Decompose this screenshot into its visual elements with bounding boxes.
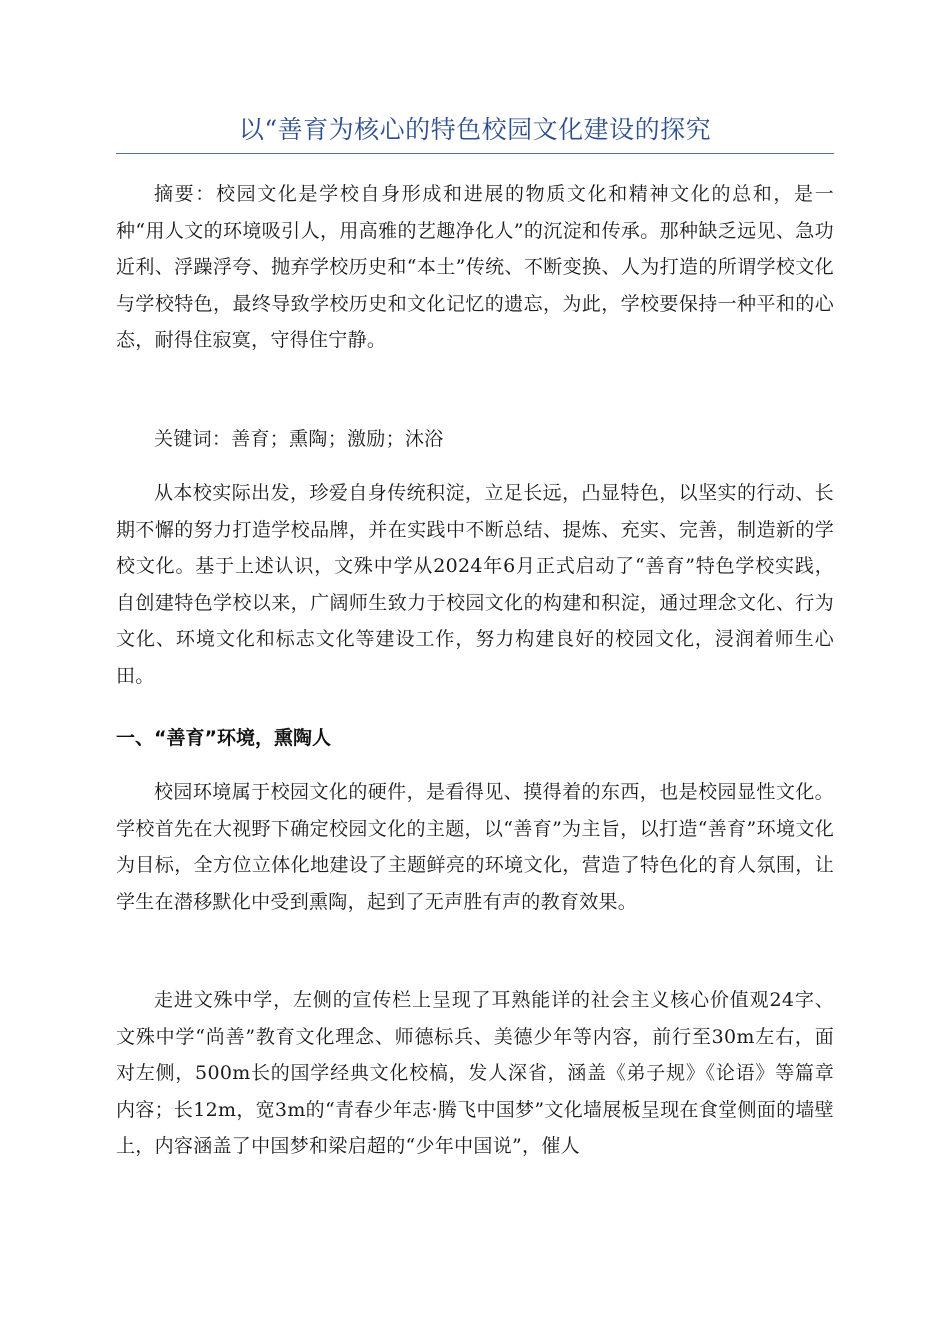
section-1-paragraph-1: 校园环境属于校园文化的硬件，是看得见、摸得着的东西，也是校园显性文化。学校首先在大视野下确定校园文化的主题，以“善育”为主旨，以打造“善育”环境文化为目标，全方位立体化地建设了主题鲜亮的环境文化，营造了特色化的育人氛围，让学生在潜移默化中受到熏陶，起到了无声胜有声的教育效果。 bbox=[116, 781, 834, 913]
intro-paragraph: 从本校实际出发，珍爱自身传统积淀，立足长远，凸显特色，以坚实的行动、长期不懈的努力打造学校品牌，并在实践中不断总结、提炼、充实、完善，制造新的学校文化。基于上述认识，文殊中学从2024年6月正式启动了“善育”特色学校实践，自创建特色学校以来，广阔师生致力于校园文化的构建和积淀，通过理念文化、行为文化、环境文化和标志文化等建设工作，努力构建良好的校园文化，浸润着师生心田。 bbox=[116, 482, 834, 687]
title-underline bbox=[116, 153, 834, 154]
abstract-paragraph: 摘要：校园文化是学校自身形成和进展的物质文化和精神文化的总和，是一种“用人文的环境吸引人，用高雅的艺趣净化人”的沉淀和传承。那种缺乏远见、急功近利、浮躁浮夸、抛弃学校历史和“本土”传统、不断变换、人为打造的所谓学校文化与学校特色，最终导致学校历史和文化记忆的遗忘，为此，学校要保持一种平和的心态，耐得住寂寞，守得住宁静。 bbox=[116, 183, 834, 351]
keywords-line: 关键词：善育；熏陶；激励；沐浴 bbox=[154, 428, 444, 450]
document-title: 以“善育为核心的特色校园文化建设的探究 bbox=[238, 115, 712, 144]
section-1-heading: 一、“善育”环境，熏陶人 bbox=[116, 727, 331, 749]
section-1-paragraph-2: 走进文殊中学，左侧的宣传栏上呈现了耳熟能详的社会主义核心价值观24字、文殊中学“尚善”教育文化理念、师德标兵、美德少年等内容，前行至30m左右，面对左侧，500m长的国学经典文化校槁，发人深省，涵盖《弟子规》《论语》等篇章内容；长12m，宽3m的“青春少年志·腾飞中国梦”文化墙展板呈现在食堂侧面的墙壁上，内容涵盖了中国梦和梁启超的“少年中国说”，催人 bbox=[116, 989, 834, 1157]
